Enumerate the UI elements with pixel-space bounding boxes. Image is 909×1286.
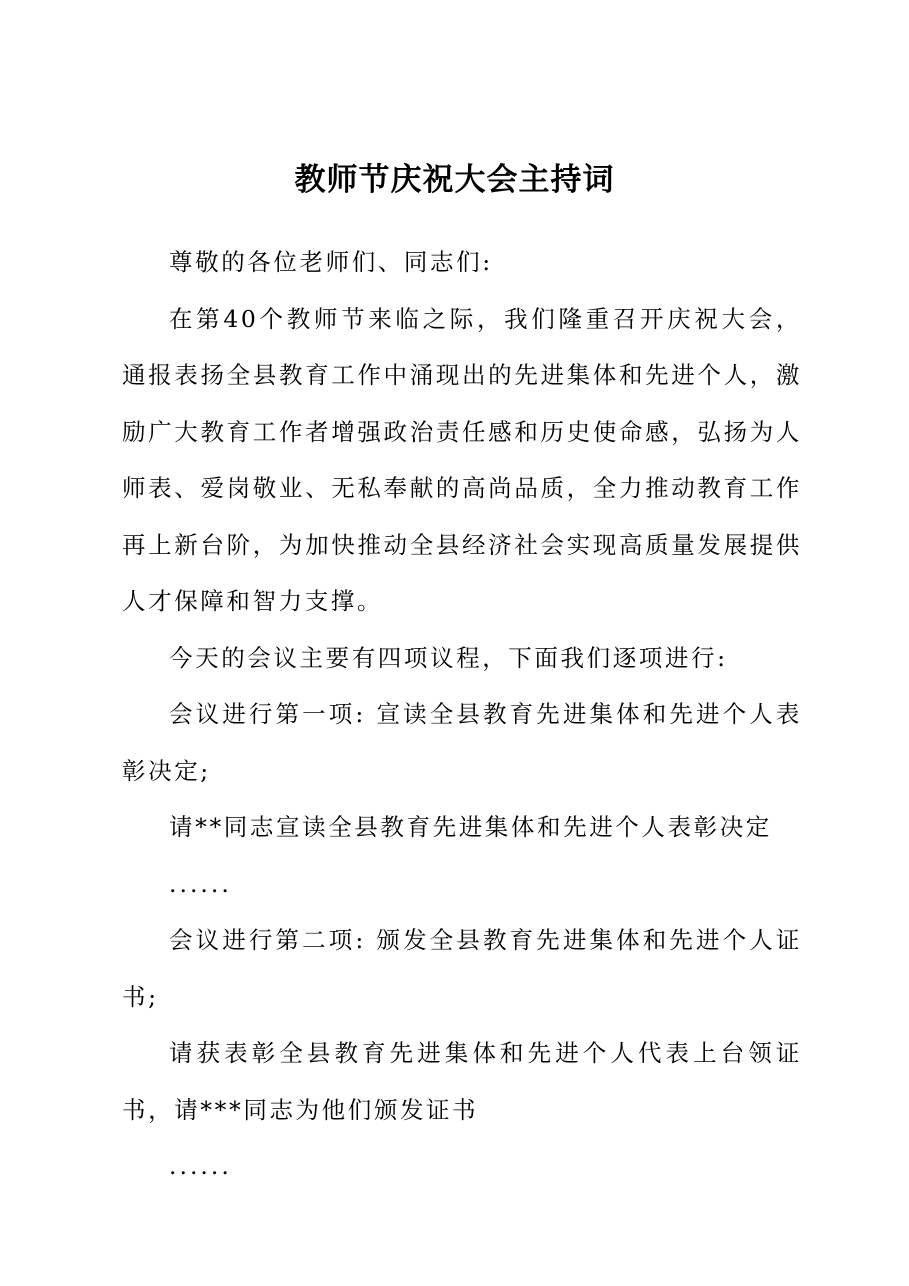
agenda-intro: 今天的会议主要有四项议程，下面我们逐项进行: [169,643,728,672]
ellipsis-1: ...... [169,869,232,898]
ellipsis-2: ...... [169,1152,232,1180]
agenda-item-2: 会议进行第二项: 颁发全县教育先进集体和先进个人证书; [122,926,802,1011]
agenda-item-1: 会议进行第一项: 宣读全县教育先进集体和先进个人表彰决定; [122,700,802,785]
agenda-item-2-instruction: 请获表彰全县教育先进集体和先进个人代表上台领证书，请***同志为他们颁发证书 [122,1039,802,1124]
document-body [122,234,802,1195]
opening-paragraph: 在第40个教师节来临之际，我们隆重召开庆祝大会，通报表扬全县教育工作中涌现出的先进集体和先进个人，激励广大教育工作者增强政治责任感和历史使命感，弘扬为人师表、爱岗敬业、无私奉献的高尚品质，全力推动教育工作再上新台阶，为加快推动全县经济社会实现高质量发展提供人才保障和智力支撑。 [122,304,802,615]
agenda-item-1-instruction: 请**同志宣读全县教育先进集体和先进个人表彰决定 [169,813,772,841]
document-title: 教师节庆祝大会主持词 [294,162,615,198]
salutation: 尊敬的各位老师们、同志们: [169,248,493,276]
